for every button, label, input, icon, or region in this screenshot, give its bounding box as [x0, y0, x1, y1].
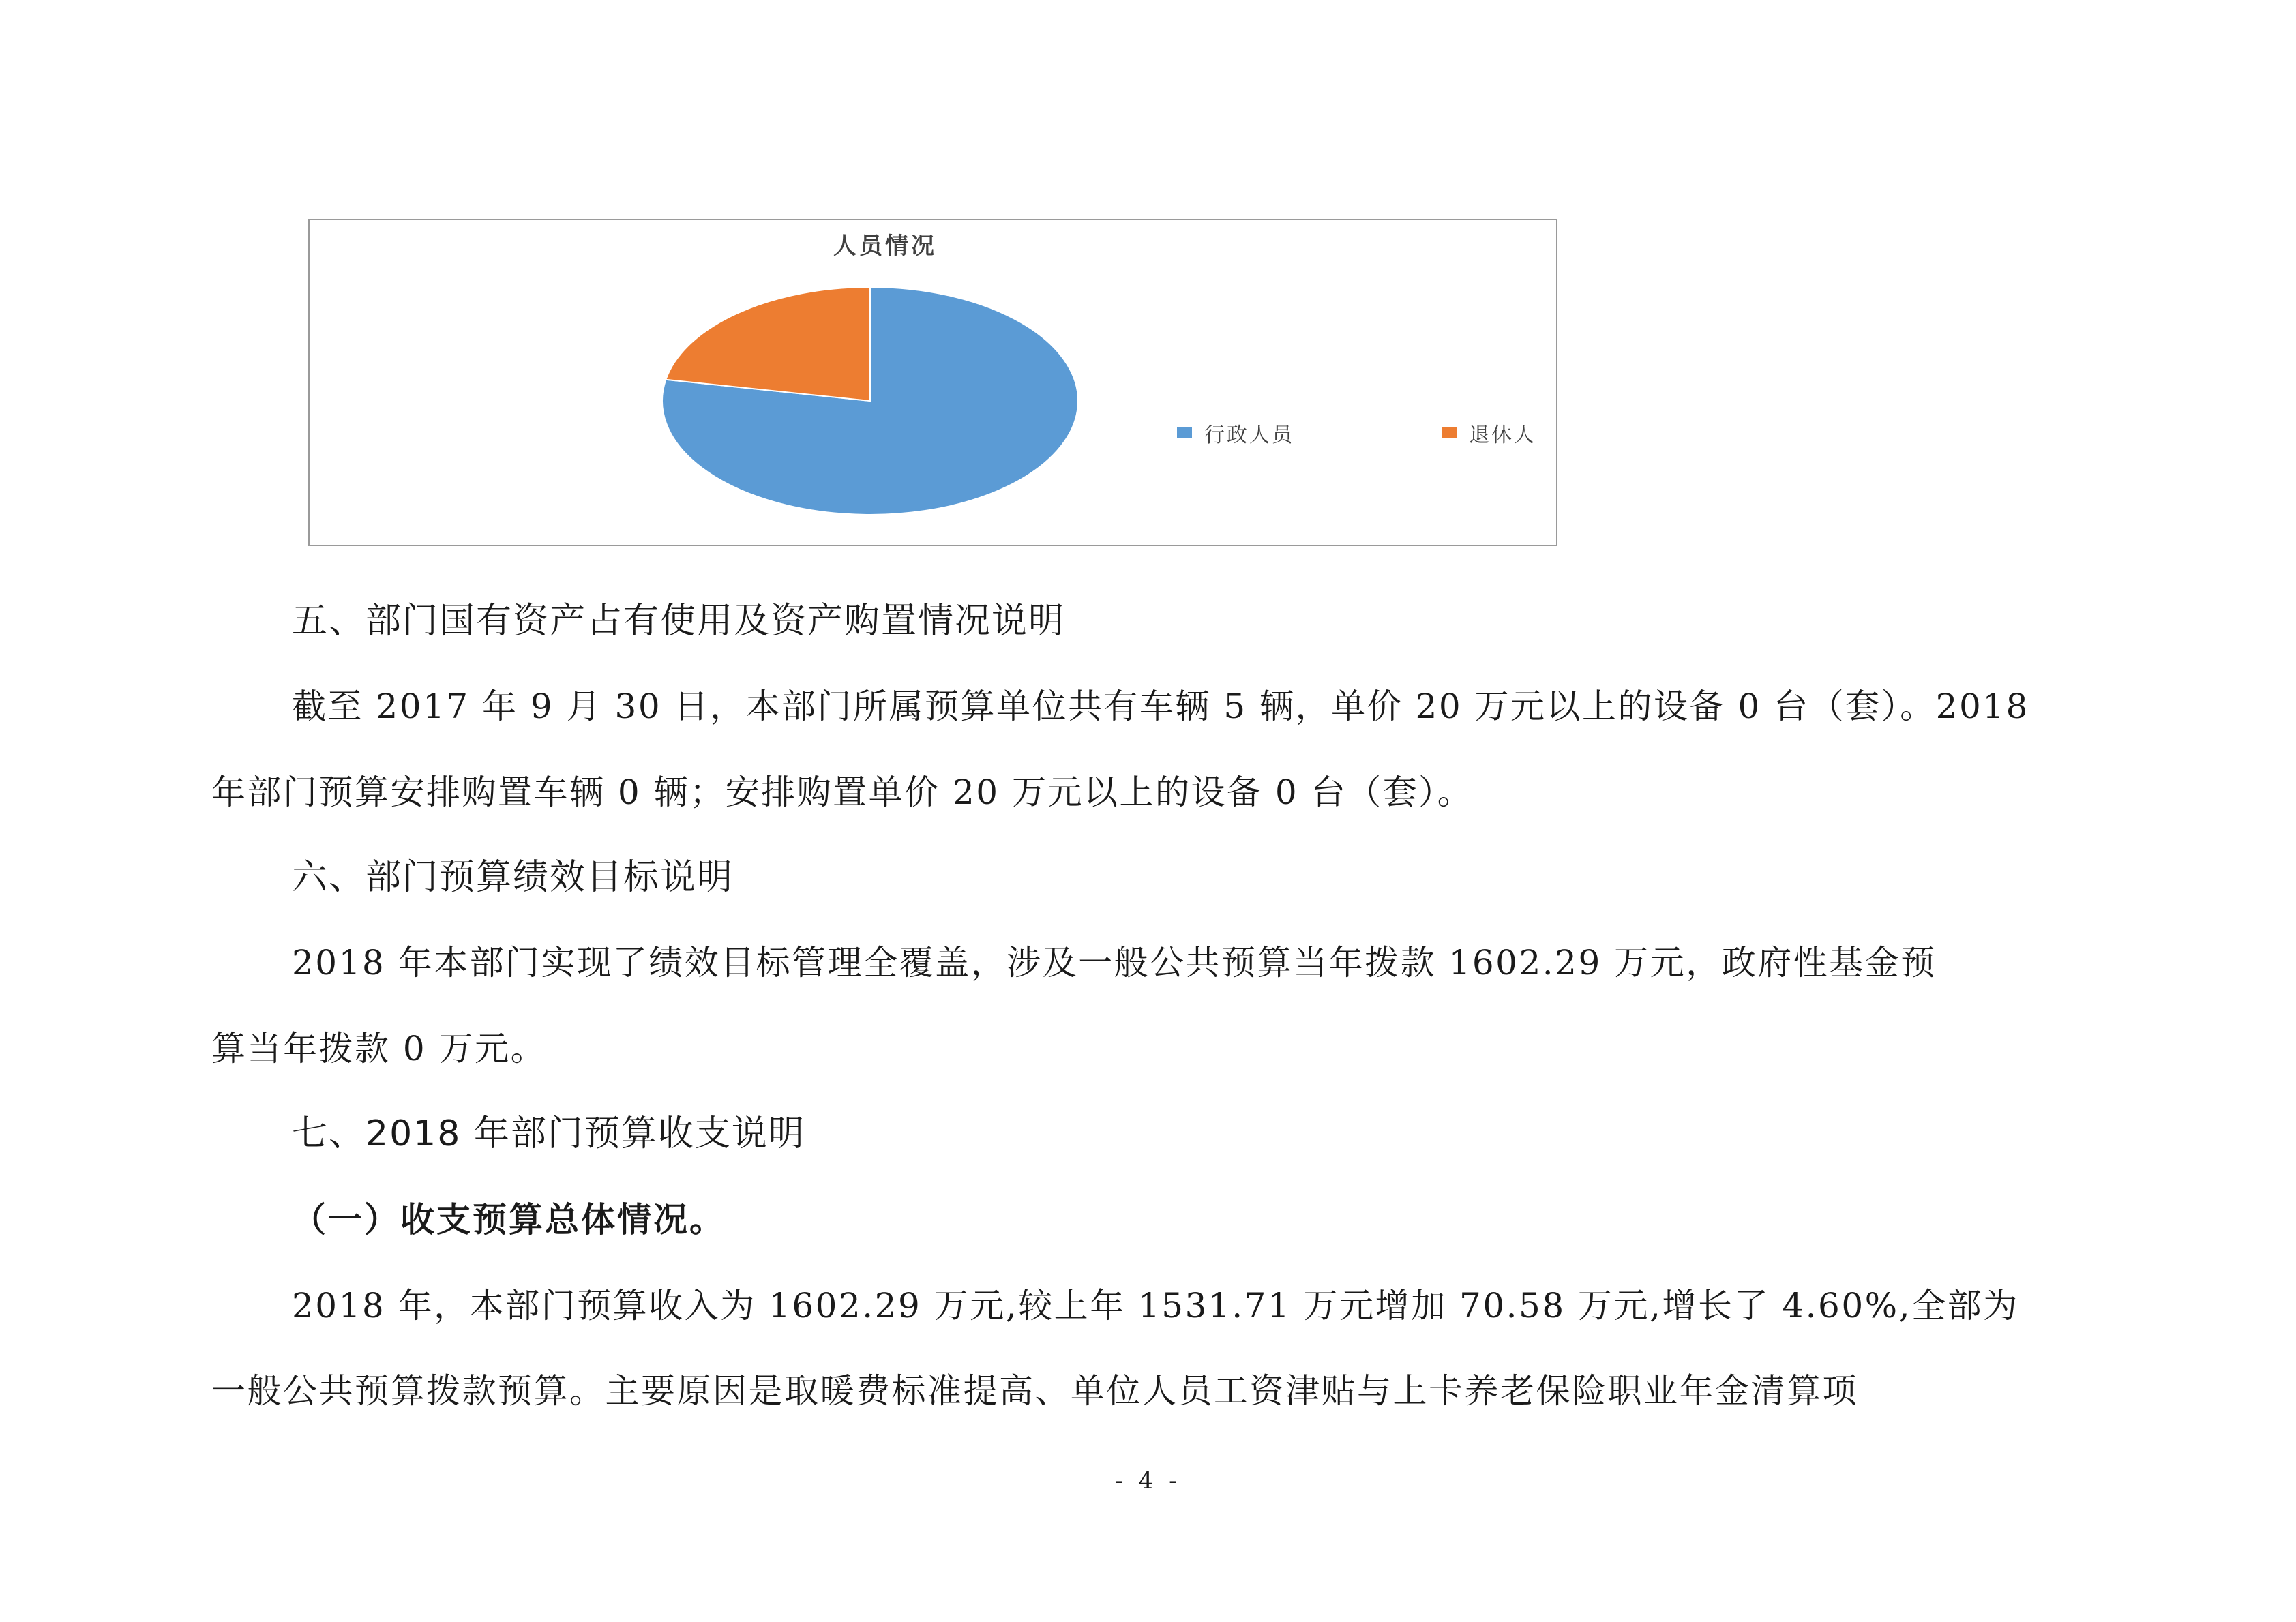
paragraph-line: 2018 年本部门实现了绩效目标管理全覆盖，涉及一般公共预算当年拨款 1602.29 万元，政府性基金预 — [292, 943, 1937, 982]
chart-title: 人员情况 — [833, 232, 937, 260]
paragraph-line: 算当年拨款 0 万元。 — [211, 1029, 547, 1068]
pie-chart — [308, 219, 1557, 546]
paragraph-line: 年部门预算安排购置车辆 0 辆；安排购置单价 20 万元以上的设备 0 台（套）。 — [211, 772, 1474, 812]
section-heading-budget: 七、2018 年部门预算收支说明 — [292, 1113, 805, 1154]
legend-item-retired — [1442, 418, 1536, 448]
paragraph-line: 截至 2017 年 9 月 30 日，本部门所属预算单位共有车辆 5 辆，单价 20 万元以上的设备 0 台（套）。2018 — [292, 687, 2029, 726]
section-heading-performance: 六、部门预算绩效目标说明 — [292, 857, 734, 898]
page-number: - 4 - — [1115, 1467, 1181, 1495]
paragraph-line: 一般公共预算拨款预算。主要原因是取暖费标准提高、单位人员工资津贴与上卡养老保险职业年金清算项 — [211, 1371, 1858, 1411]
legend-swatch — [1442, 427, 1457, 438]
legend-label: 退休人 — [1469, 423, 1536, 447]
sub-heading-overview: （一）收支预算总体情况。 — [292, 1200, 726, 1240]
pie-chart-svg — [310, 220, 1557, 546]
section-heading-assets: 五、部门国有资产占有使用及资产购置情况说明 — [292, 601, 1066, 642]
paragraph-line: 2018 年，本部门预算收入为 1602.29 万元,较上年 1531.71 万元增加 70.58 万元,增长了 4.60%,全部为 — [292, 1286, 2019, 1325]
chart-legend — [310, 418, 1556, 452]
legend-label: 行政人员 — [1204, 423, 1294, 447]
legend-item-administrative — [1177, 418, 1294, 448]
legend-swatch — [1177, 427, 1192, 438]
